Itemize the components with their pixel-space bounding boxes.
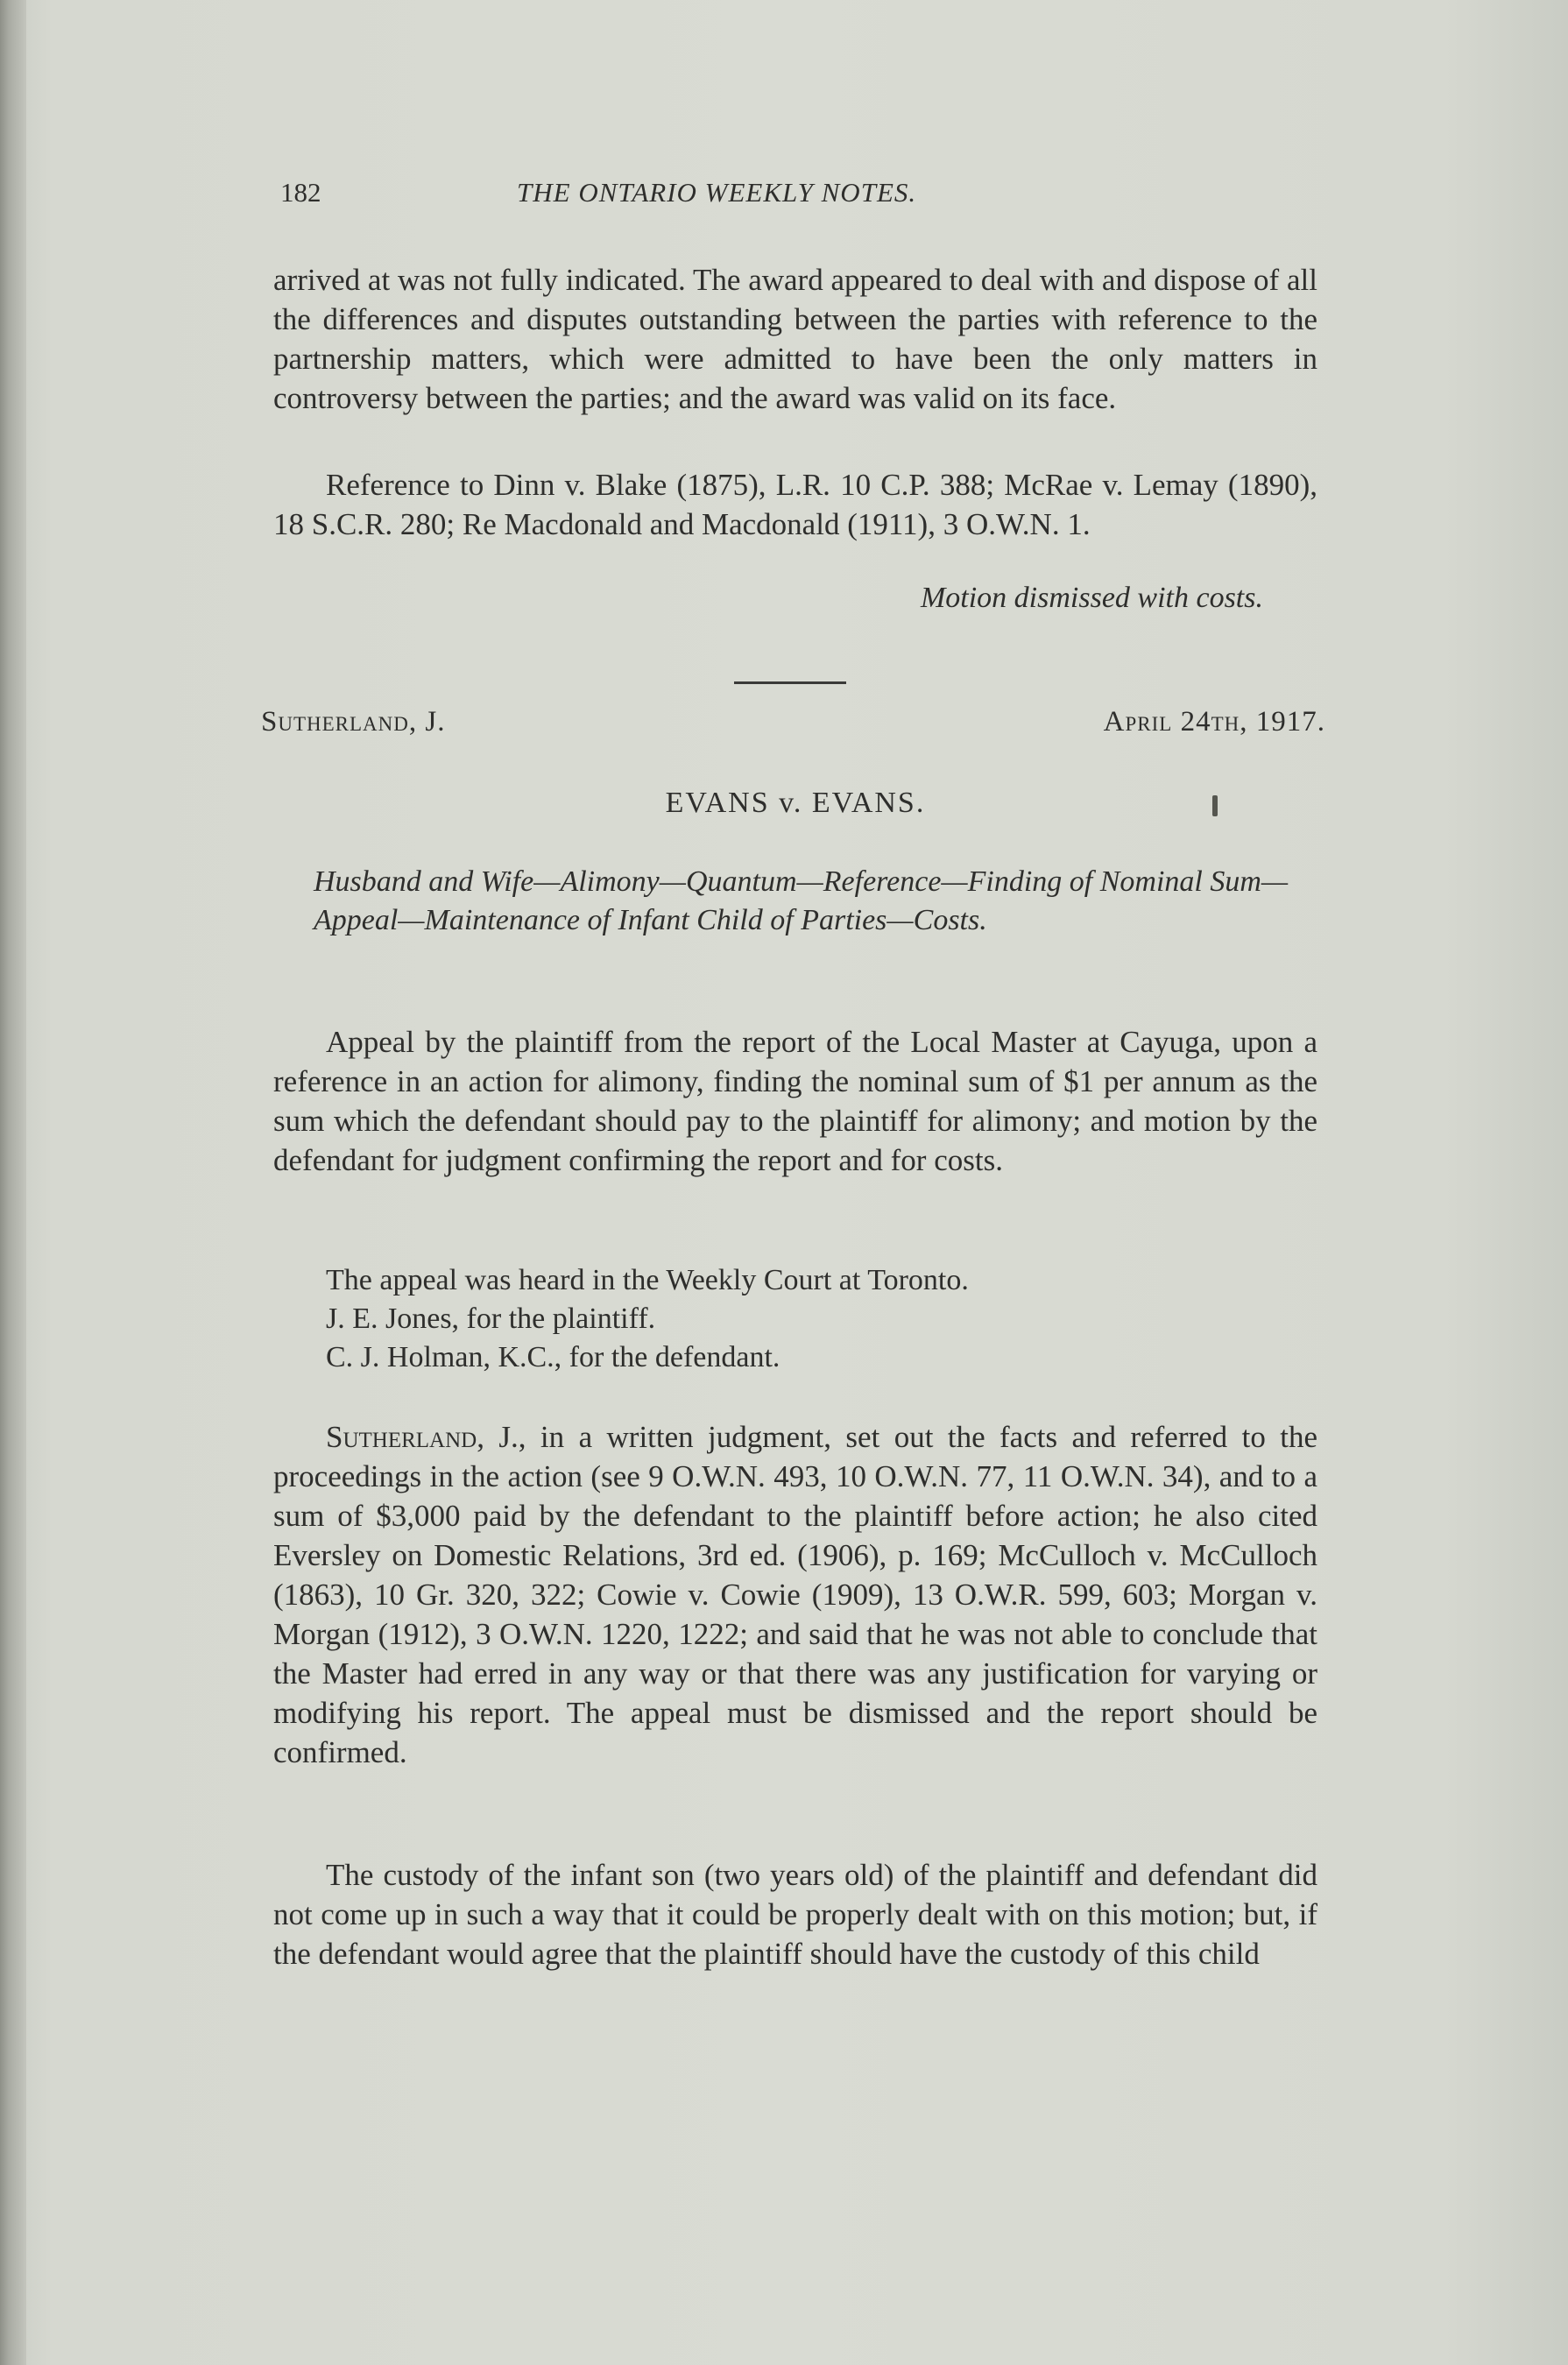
case-title: EVANS v. EVANS. [665,787,926,819]
section-divider [734,681,846,684]
judgment-paragraph-1 [273,1417,1317,1772]
ink-mark [1212,795,1218,816]
page-gutter [0,0,26,2365]
counsel-heard: The appeal was heard in the Weekly Court at Toronto. [326,1264,969,1296]
continuation-paragraph: arrived at was not fully indicated. The award appeared to deal with and dispose of all the differences and disputes outstanding between the parties with reference to the partnership matters, which were admitted to have been the only matters in controversy between the parties; and the award was valid on its face. [273,263,1317,415]
running-head [280,177,1069,221]
byline-date: April 24th, 1917. [1103,706,1325,738]
appeal-paragraph: Appeal by the plaintiff from the report of the Local Master at Cayuga, upon a reference in an action for alimony, finding the nominal sum of $1 per annum as the sum which the defendant should pay to the plaintiff for alimony; and motion by the defendant for judgment confirming the report and for costs. [273,1025,1317,1177]
counsel-plaintiff: J. E. Jones, for the plaintiff. [326,1303,656,1335]
reference-paragraph: Reference to Dinn v. Blake (1875), L.R. 10 C.P. 388; McRae v. Lemay (1890), 18 S.C.R. 280; Re Macdonald and Macdonald (1911), 3 O.W.N. 1. [273,468,1317,541]
judgment-lead: Sutherland, J. [326,1420,519,1454]
judgment-paragraph-1-text: , in a written judgment, set out the facts and referred to the proceedings in the action (see 9 O.W.N. 493, 10 O.W.N. 77, 11 O.W.N. 34), and to a sum of $3,000 paid by the defendant to the plaintiff before action; he also cited Eversley on Domestic Relations, 3rd ed. (1906), p. 169; McCulloch v. McCulloch (1863), 10 Gr. 320, 322; Cowie v. Cowie (1909), 13 O.W.R. 599, 603; Morgan v. Morgan (1912), 3 O.W.N. 1220, 1222; and said that he was not able to conclude that the Master had erred in any way or that there was any justification for varying or modifying his report. The appeal must be dismissed and the report should be confirmed. [273,1420,1317,1769]
headnote: Husband and Wife—Alimony—Quantum—Reference—Finding of Nominal Sum—Appeal—Maintenance of Infant Child of Parties—Costs. [314,865,1289,936]
counsel-defendant: C. J. Holman, K.C., for the defendant. [326,1341,780,1373]
disposition: Motion dismissed with costs. [920,582,1263,614]
page-number: 182 [280,177,321,208]
judgment-paragraph-2: The custody of the infant son (two years old) of the plaintiff and defendant did not come up in such a way that it could be properly dealt with on this motion; but, if the defendant would agree that the plaintiff should have the custody of this child [273,1858,1317,1971]
journal-title: THE ONTARIO WEEKLY NOTES. [517,177,917,208]
byline-judge: Sutherland, J. [261,706,446,738]
